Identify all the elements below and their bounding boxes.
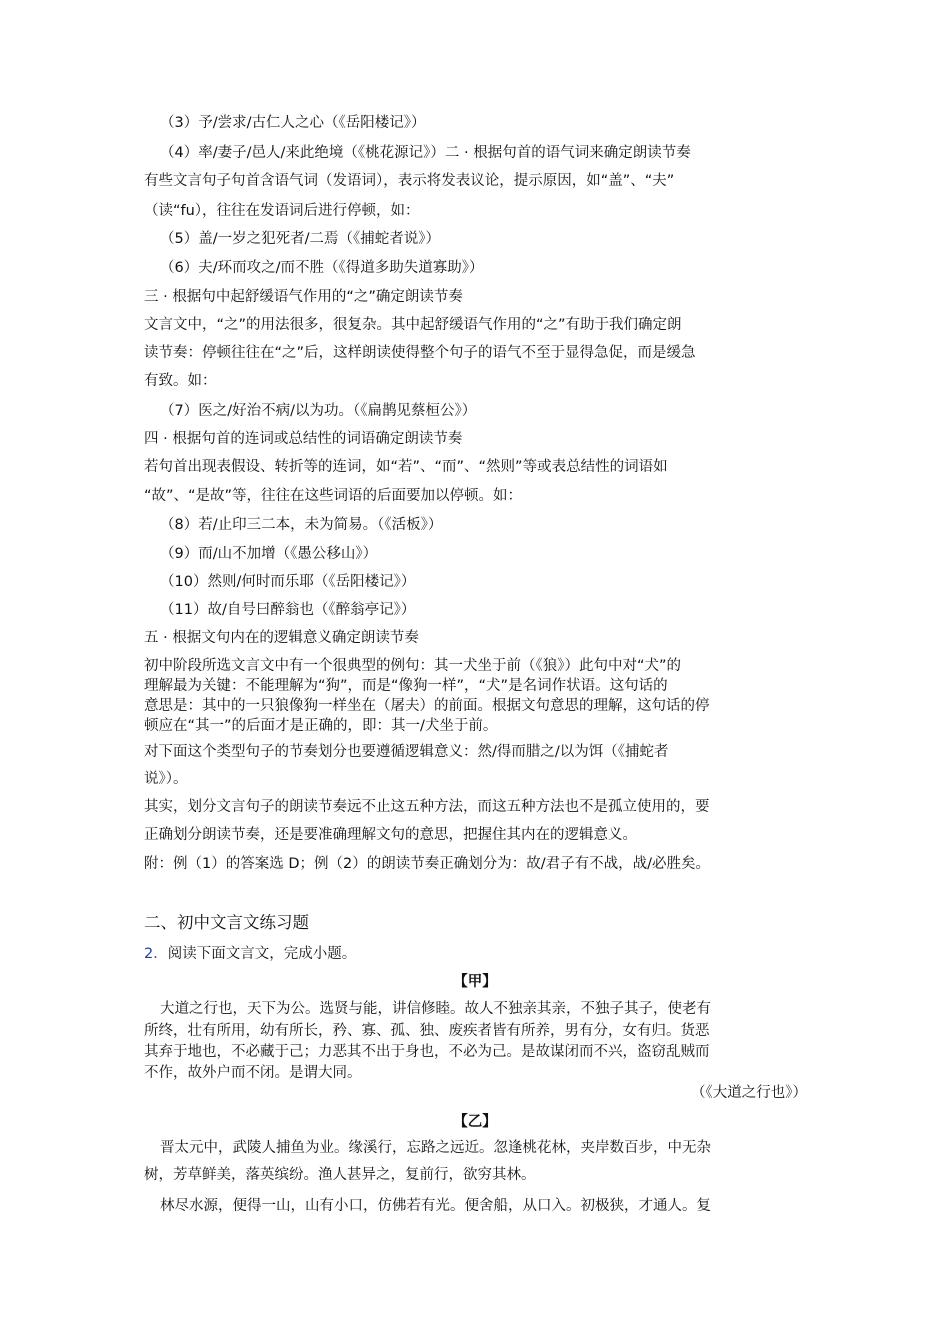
text-line: 读节奏：停顿往往在“之”后，这样朗读使得整个句子的语气不至于显得急促，而是缓急 — [144, 345, 696, 361]
passage-yi-title: 【乙】 — [453, 1114, 497, 1130]
passage-line: 晋太元中，武陵人捕鱼为业。缘溪行，忘路之远近。忽逢桃花林，夹岸数百步，中无杂 — [160, 1140, 711, 1156]
text-line: 说》）。 — [144, 771, 188, 787]
passage-line: 树，芳草鲜美，落英缤纷。渔人甚异之，复前行，欲穷其林。 — [144, 1167, 536, 1183]
text-line: 文言文中，“之”的用法很多，很复杂。其中起舒缓语气作用的“之”有助于我们确定朗 — [144, 317, 682, 333]
text-line: （11）故/自号曰醉翁也（《醉翁亭记》） — [160, 602, 416, 618]
text-line: 有致。如： — [144, 373, 217, 389]
text-line: （6）夫/环而攻之/而不胜（《得道多助失道寡助》） — [160, 260, 484, 276]
passage-jia-title: 【甲】 — [453, 974, 497, 990]
text-line: 对下面这个类型句子的节奏划分也要遵循逻辑意义：然/得而腊之/以为饵（《捕蛇者 — [144, 744, 669, 760]
text-line: （7）医之/好治不病/以为功。（《扁鹊见蔡桓公》） — [160, 403, 477, 419]
text-line: （3）予/尝求/古仁人之心（《岳阳楼记》） — [160, 115, 426, 131]
text-line: （4）率/妻子/邑人/来此绝境（《桃花源记》）二 · 根据句首的语气词来确定朗读节奏 — [160, 145, 691, 161]
text-line: 正确划分朗读节奏，还是要准确理解文句的意思，把握住其内在的逻辑意义。 — [144, 827, 637, 843]
question-text: 阅读下面文言文，完成小题。 — [167, 946, 357, 962]
section-title: 二、初中文言文练习题 — [144, 913, 309, 932]
text-line: （10）然则/何时而乐耶（《岳阳楼记》） — [160, 574, 416, 590]
text-line: 有些文言句子句首含语气词（发语词），表示将发表议论，提示原因，如“盖”、“夫” — [144, 173, 675, 189]
passage-line: 大道之行也，天下为公。选贤与能，讲信修睦。故人不独亲其亲，不独子其子，使老有 — [160, 1001, 711, 1017]
text-line: （5）盖/一岁之犯死者/二焉（《捕蛇者说》） — [160, 231, 440, 247]
heading-three: 三 · 根据句中起舒缓语气作用的“之”确定朗读节奏 — [144, 289, 463, 305]
heading-four: 四 · 根据句首的连词或总结性的词语确定朗读节奏 — [144, 431, 463, 447]
text-line: 理解最为关键：不能理解为“狗”，而是“像狗一样”，“犬”是名词作状语。这句话的 — [144, 678, 668, 694]
text-line: （9）而/山不加增（《愚公移山》） — [160, 546, 378, 562]
text-line: 意思是：其中的一只狼像狗一样坐在（屠夫）的前面。根据文句意思的理解，这句话的停 — [144, 698, 710, 714]
text-line: 初中阶段所选文言文中有一个很典型的例句：其一犬坐于前（《狼》）此句中对“犬”的 — [144, 658, 682, 674]
passage-jia-source: （《大道之行也》） — [691, 1085, 807, 1101]
text-line: （读“fu），往往在发语词后进行停顿，如： — [144, 203, 420, 219]
passage-line: 所终，壮有所用，幼有所长，矜、寡、孤、独、废疾者皆有所养，男有分，女有归。货恶 — [144, 1023, 710, 1039]
passage-line: 其弃于地也，不必藏于己；力恶其不出于身也，不必为己。是故谋闭而不兴，盗窃乱贼而 — [144, 1044, 710, 1060]
text-line: 附：例（1）的答案选 D；例（2）的朗读节奏正确划分为：故/君子有不战，战/必胜矣。 — [144, 856, 710, 872]
heading-five: 五 · 根据文句内在的逻辑意义确定朗读节奏 — [144, 630, 419, 646]
question-number: 2． — [144, 946, 168, 962]
passage-line: 不作，故外户而不闭。是谓大同。 — [144, 1065, 362, 1081]
question-line — [144, 945, 356, 963]
text-line: （8）若/止印三二本，未为简易。（《活板》） — [160, 517, 443, 533]
text-line: 其实，划分文言句子的朗读节奏远不止这五种方法，而这五种方法也不是孤立使用的，要 — [144, 799, 710, 815]
text-line: 若句首出现表假设、转折等的连词，如“若”、“而”、“然则”等或表总结性的词语如 — [144, 459, 668, 475]
text-line: 顿应在“其一”的后面才是正确的，即：其一/犬坐于前。 — [144, 718, 498, 734]
text-line: “故”、“是故”等，往往在这些词语的后面要加以停顿。如： — [144, 488, 523, 504]
passage-line: 林尽水源，便得一山，山有小口，仿佛若有光。便舍船，从口入。初极狭，才通人。复 — [160, 1198, 711, 1214]
